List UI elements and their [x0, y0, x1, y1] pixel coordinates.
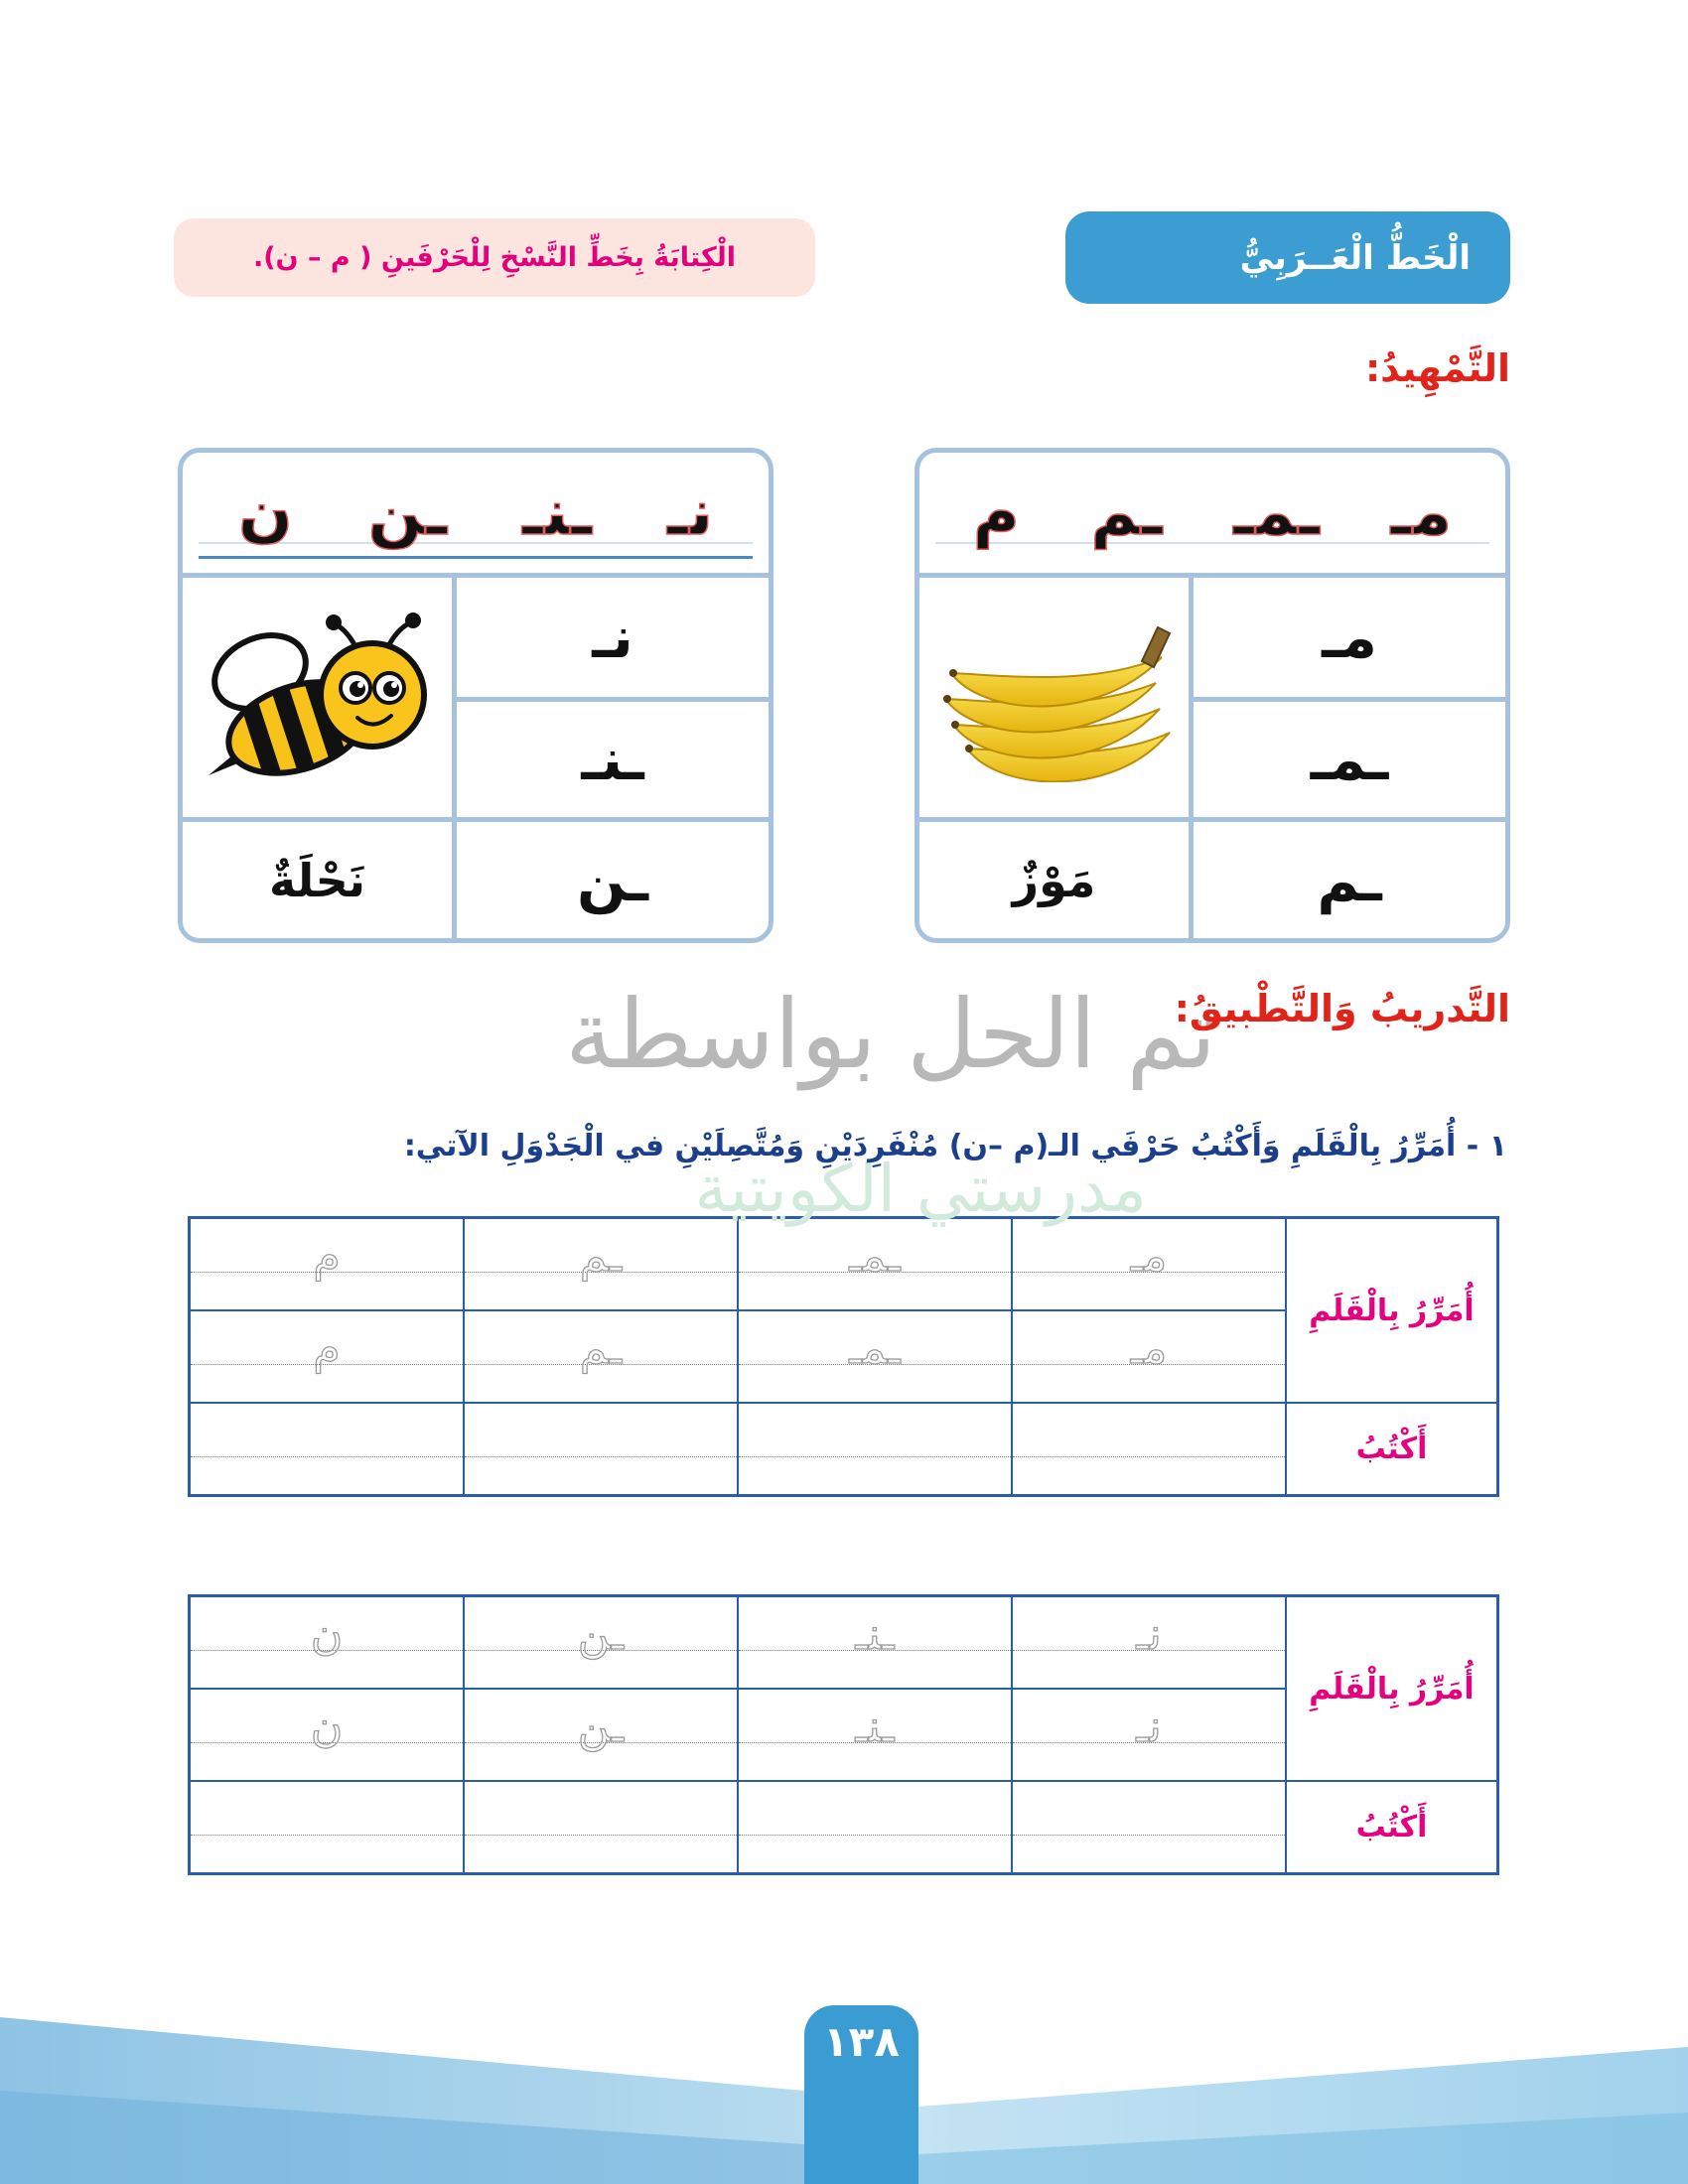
bee-image — [199, 611, 437, 784]
write-cell — [1013, 1404, 1285, 1494]
trace-cell — [739, 1597, 1011, 1688]
letter-forms-strip — [919, 453, 1505, 578]
practice-heading: التَّدريبُ وَالتَّطْبيقُ: — [1174, 987, 1510, 1030]
write-cell — [465, 1404, 737, 1494]
strip-letter-final: ـن — [367, 476, 448, 550]
trace-cell — [191, 1597, 463, 1688]
trace-letter: ـمـ — [849, 1231, 901, 1282]
meem-card — [914, 448, 1510, 943]
trace-cell — [465, 1597, 737, 1688]
trace-cell — [1013, 1311, 1285, 1402]
baseline-line — [199, 556, 753, 559]
noon-card — [178, 448, 774, 943]
trace-cell — [739, 1311, 1011, 1402]
trace-letter: ـن — [577, 1609, 625, 1660]
trace-cell — [465, 1311, 737, 1402]
write-label: أَكْتُبُ — [1287, 1404, 1496, 1494]
strip-letter-initial: مـ — [1390, 476, 1453, 550]
page-number: ١٣٨ — [804, 2005, 918, 2184]
write-cell — [739, 1404, 1011, 1494]
trace-cell — [191, 1219, 463, 1309]
trace-label: أُمَرِّرُ بِالْقَلَمِ — [1287, 1597, 1496, 1780]
trace-letter: ـن — [577, 1702, 625, 1752]
word-label: نَحْلَةٌ — [183, 822, 457, 938]
trace-label: أُمَرِّرُ بِالْقَلَمِ — [1287, 1219, 1496, 1402]
word-image-cell — [183, 578, 457, 822]
letter-medial-cell: ـنـ — [457, 702, 769, 822]
letter-forms-strip — [183, 453, 769, 578]
trace-letter: نـ — [1136, 1609, 1162, 1660]
intro-heading: التَّمْهِيدُ: — [1364, 346, 1510, 390]
trace-cell — [1013, 1219, 1285, 1309]
letter-initial-cell: مـ — [1194, 578, 1505, 702]
trace-letter: ـم — [579, 1323, 623, 1374]
watermark-site: مدرستي الكويتية — [694, 1151, 1147, 1227]
write-cell — [1013, 1782, 1285, 1872]
strip-letter-initial: نـ — [667, 476, 713, 550]
trace-letter: ـنـ — [855, 1609, 895, 1660]
write-cell — [191, 1782, 463, 1872]
strip-letter-medial: ـمـ — [1233, 476, 1320, 550]
trace-cell — [191, 1690, 463, 1780]
strip-letter-medial: ـنـ — [522, 476, 593, 550]
bee-head — [321, 643, 424, 747]
strip-letter-isolated: ن — [238, 476, 293, 550]
practice-table-meem — [188, 1216, 1499, 1497]
banana-bunch — [945, 657, 1170, 782]
trace-letter: م — [313, 1231, 341, 1282]
subject-title: الْخَطُّ الْعَــرَبِيُّ — [1065, 211, 1510, 304]
trace-letter: نـ — [1136, 1702, 1162, 1752]
write-label: أَكْتُبُ — [1287, 1782, 1496, 1872]
practice-table-noon — [188, 1594, 1499, 1875]
write-cell — [465, 1782, 737, 1872]
letter-final-cell: ـن — [576, 846, 649, 914]
trace-cell — [191, 1311, 463, 1402]
trace-letter: ـم — [579, 1231, 623, 1282]
write-cell — [739, 1782, 1011, 1872]
trace-letter: ـنـ — [855, 1702, 895, 1752]
write-cell — [191, 1404, 463, 1494]
strip-letter-isolated: م — [972, 476, 1020, 550]
trace-cell — [739, 1219, 1011, 1309]
banana-stem — [1142, 627, 1170, 667]
watermark-text: تم الحل بواسطة — [565, 979, 1216, 1090]
trace-cell — [1013, 1690, 1285, 1780]
trace-letter: ن — [310, 1702, 344, 1752]
exercise-instruction: ١ - أُمَرِّرُ بِالْقَلَمِ وَأَكْتُبُ حَرْفَي الـ(م –ن) مُنْفَرِدَيْنِ وَمُتَّصِلَيْنِ في الْجَدْوَلِ الآتي: — [403, 1129, 1507, 1163]
letter-final-cell: ـم — [1317, 846, 1382, 914]
letter-initial-cell: نـ — [457, 578, 769, 702]
word-label: مَوْزٌ — [919, 822, 1194, 938]
letter-medial-cell: ـمـ — [1194, 702, 1505, 822]
strip-letter-final: ـم — [1090, 476, 1163, 550]
banana-image — [935, 614, 1174, 782]
lesson-title: الْكِتابَةُ بِخَطِّ النَّسْخِ لِلْحَرْفَينِ ( م – ن). — [174, 218, 815, 297]
trace-cell — [465, 1690, 737, 1780]
trace-letter: ن — [310, 1609, 344, 1660]
trace-cell — [465, 1219, 737, 1309]
trace-letter: مـ — [1130, 1231, 1168, 1282]
trace-letter: مـ — [1130, 1323, 1168, 1374]
trace-letter: م — [313, 1323, 341, 1374]
trace-cell — [1013, 1597, 1285, 1688]
trace-letter: ـمـ — [849, 1323, 901, 1374]
trace-cell — [739, 1690, 1011, 1780]
word-image-cell — [919, 578, 1194, 822]
